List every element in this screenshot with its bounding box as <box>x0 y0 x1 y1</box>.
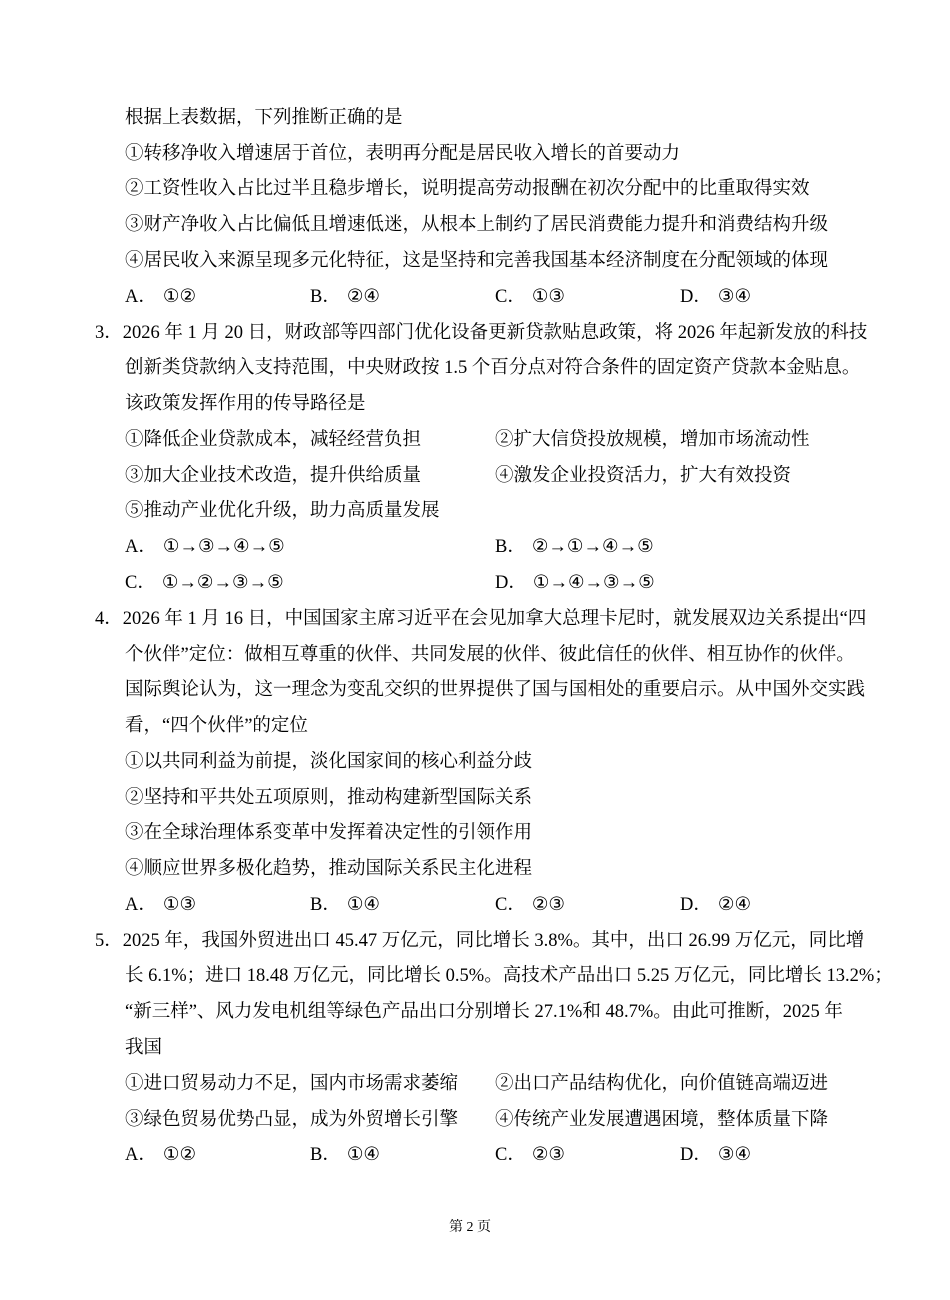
option-text: ③④ <box>717 287 752 307</box>
question-5-stem-line-4: 我国 <box>125 1038 163 1058</box>
option-letter: B． <box>310 1145 341 1165</box>
question-2-statement-3: ③财产净收入占比偏低且增速低迷，从根本上制约了居民消费能力提升和消费结构升级 <box>125 215 829 235</box>
question-4-statement-3: ③在全球治理体系变革中发挥着决定性的引领作用 <box>125 823 533 843</box>
option-text: ①② <box>162 287 197 307</box>
question-5-stem-line-3: “新三样”、风力发电机组等绿色产品出口分别增长 27.1%和 48.7%。由此可推断，2025 年 <box>125 1002 843 1022</box>
question-3-statement-5: ⑤推动产业优化升级，助力高质量发展 <box>125 501 440 521</box>
option-text: ①④ <box>346 1145 381 1165</box>
question-5-number: 5． <box>95 931 123 951</box>
question-3-option-a <box>125 535 285 559</box>
question-4-option-a <box>125 893 196 917</box>
question-4-stem-line-3: 国际舆论认为，这一理念为变乱交织的世界提供了国与国相处的重要启示。从中国外交实践 <box>125 680 866 700</box>
question-4-statement-1: ①以共同利益为前提，淡化国家间的核心利益分歧 <box>125 752 533 772</box>
question-3-statement-3: ③加大企业技术改造，提升供给质量 <box>125 466 422 486</box>
question-3-statement-1: ①降低企业贷款成本，减轻经营负担 <box>125 430 422 450</box>
option-text: ②③ <box>531 1145 566 1165</box>
question-5-option-a <box>125 1143 196 1167</box>
option-letter: A． <box>125 287 157 307</box>
option-letter: B． <box>310 287 341 307</box>
question-4-statement-4: ④顺应世界多极化趋势，推动国际关系民主化进程 <box>125 859 533 879</box>
question-3-option-c <box>125 571 284 595</box>
option-text: ①③ <box>162 895 197 915</box>
option-text: ②④ <box>346 287 381 307</box>
option-text: ①→②→③→⑤ <box>161 573 284 593</box>
question-2-prompt: 根据上表数据，下列推断正确的是 <box>125 108 403 128</box>
question-3-statement-2: ②扩大信贷投放规模，增加市场流动性 <box>495 430 810 450</box>
question-4-option-b <box>310 893 380 917</box>
option-letter: B． <box>495 537 526 557</box>
option-letter: C． <box>495 287 526 307</box>
option-text: ②④ <box>717 895 752 915</box>
question-4-stem-text: 2026 年 1 月 16 日，中国国家主席习近平在会见加拿大总理卡尼时，就发展双边关系提出“四 <box>122 609 867 629</box>
option-letter: A． <box>125 537 157 557</box>
option-letter: A． <box>125 1145 157 1165</box>
option-letter: A． <box>125 895 157 915</box>
question-3-stem-line-2: 创新类贷款纳入支持范围，中央财政按 1.5 个百分点对符合条件的固定资产贷款本金贴息。 <box>125 358 861 378</box>
question-2-option-d <box>680 285 751 309</box>
option-letter: C． <box>125 573 156 593</box>
question-4-option-d <box>680 893 751 917</box>
question-2-statement-4: ④居民收入来源呈现多元化特征，这是坚持和完善我国基本经济制度在分配领域的体现 <box>125 251 829 271</box>
option-letter: D． <box>680 895 712 915</box>
question-5-option-b <box>310 1143 380 1167</box>
question-5-statement-4: ④传统产业发展遭遇困境，整体质量下降 <box>495 1110 829 1130</box>
option-text: ②→①→④→⑤ <box>531 537 654 557</box>
question-5-option-c <box>495 1143 565 1167</box>
question-4-stem-line-4: 看，“四个伙伴”的定位 <box>125 716 308 736</box>
question-3-stem-line-1 <box>95 321 867 345</box>
option-text: ①③ <box>531 287 566 307</box>
option-letter: D． <box>495 573 527 593</box>
option-letter: C． <box>495 895 526 915</box>
question-3-option-d <box>495 571 655 595</box>
option-text: ①→③→④→⑤ <box>162 537 285 557</box>
question-5-stem-line-2: 长 6.1%；进口 18.48 万亿元，同比增长 0.5%。高技术产品出口 5.25 万亿元，同比增长 13.2%； <box>125 966 893 986</box>
question-5-stem-line-1 <box>95 929 864 953</box>
question-4-number: 4． <box>95 609 123 629</box>
question-2-option-c <box>495 285 565 309</box>
question-4-stem-line-1 <box>95 607 866 631</box>
option-letter: C． <box>495 1145 526 1165</box>
question-2-option-a <box>125 285 196 309</box>
question-3-number: 3． <box>95 323 123 343</box>
question-5-option-d <box>680 1143 751 1167</box>
option-letter: B． <box>310 895 341 915</box>
question-3-stem-line-3: 该政策发挥作用的传导路径是 <box>125 394 366 414</box>
question-3-statement-4: ④激发企业投资活力，扩大有效投资 <box>495 466 792 486</box>
question-5-stem-text: 2025 年，我国外贸进出口 45.47 万亿元，同比增长 3.8%。其中，出口 26.99 万亿元，同比增 <box>122 931 865 951</box>
question-4-statement-2: ②坚持和平共处五项原则，推动构建新型国际关系 <box>125 788 533 808</box>
option-text: ①→④→③→⑤ <box>532 573 655 593</box>
question-3-option-b <box>495 535 654 559</box>
question-5-statement-2: ②出口产品结构优化，向价值链高端迈进 <box>495 1074 829 1094</box>
option-text: ①② <box>162 1145 197 1165</box>
question-4-option-c <box>495 893 565 917</box>
option-text: ③④ <box>717 1145 752 1165</box>
question-2-option-b <box>310 285 380 309</box>
option-text: ①④ <box>346 895 381 915</box>
question-2-statement-2: ②工资性收入占比过半且稳步增长，说明提高劳动报酬在初次分配中的比重取得实效 <box>125 179 810 199</box>
option-text: ②③ <box>531 895 566 915</box>
option-letter: D． <box>680 1145 712 1165</box>
question-3-stem-text: 2026 年 1 月 20 日，财政部等四部门优化设备更新贷款贴息政策，将 2026 年起新发放的科技 <box>122 323 868 343</box>
question-2-statement-1: ①转移净收入增速居于首位，表明再分配是居民收入增长的首要动力 <box>125 144 681 164</box>
question-4-stem-line-2: 个伙伴”定位：做相互尊重的伙伴、共同发展的伙伴、彼此信任的伙伴、相互协作的伙伴。 <box>125 645 855 665</box>
question-5-statement-1: ①进口贸易动力不足，国内市场需求萎缩 <box>125 1074 459 1094</box>
page-number: 第 2 页 <box>449 1220 491 1235</box>
option-letter: D． <box>680 287 712 307</box>
question-5-statement-3: ③绿色贸易优势凸显，成为外贸增长引擎 <box>125 1110 459 1130</box>
